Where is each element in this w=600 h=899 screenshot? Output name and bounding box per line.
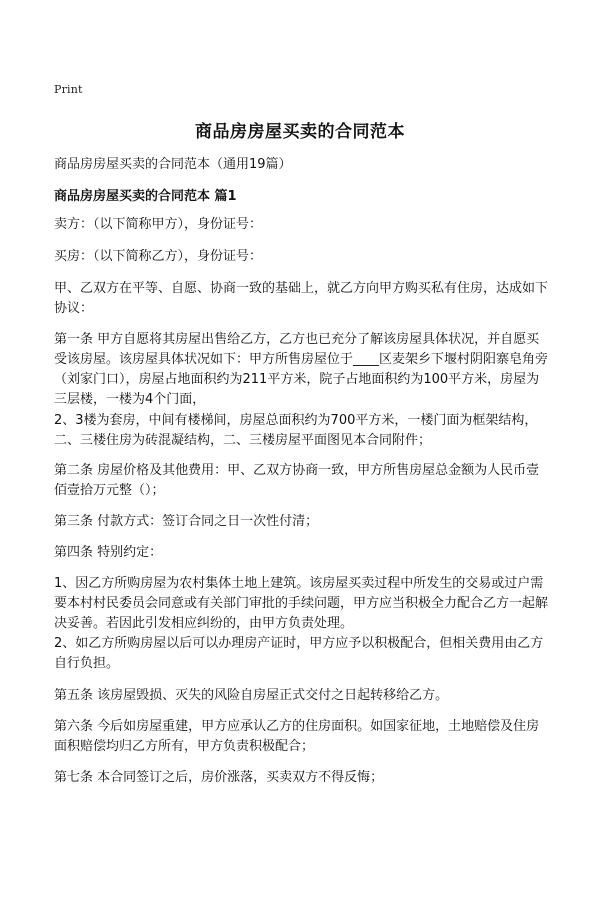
paragraph-seller: 卖方：（以下简称甲方），身份证号：	[54, 217, 263, 232]
paragraph-article-1: 第一条 甲方自愿将其房屋出售给乙方，乙方也已充分了解该房屋具体状况，并自愿买受该房屋。该房屋具体状况如下：甲方所售房屋位于____区麦架乡下堰村阴阳寨皂角旁（刘家门口），房屋占地面积约为211平方米，院子占地面积约为100平方米，房屋为三层楼，一楼为4个门面，	[54, 332, 549, 407]
paragraph-floors: 2、3楼为套房，中间有楼梯间，房屋总面积约为700平方米，一楼门面为框架结构，二、三楼住房为砖混凝结构，二、三楼房屋平面图见本合同附件；	[54, 413, 538, 448]
paragraph-buyer: 买房：（以下简称乙方），身份证号：	[54, 249, 263, 264]
paragraph-article-3: 第三条 付款方式：签订合同之日一次性付清；	[54, 514, 319, 529]
document-subtitle: 商品房房屋买卖的合同范本（通用19篇）	[54, 157, 292, 172]
section-heading: 商品房房屋买卖的合同范本 篇1	[54, 189, 237, 204]
paragraph-article-5: 第五条 该房屋毁损、灭失的风险自房屋正式交付之日起转移给乙方。	[54, 688, 449, 703]
paragraph-article-2: 第二条 房屋价格及其他费用：甲、乙双方协商一致，甲方所售房屋总金额为人民币壹佰壹拾万元整（）；	[54, 463, 540, 498]
print-label: Print	[54, 83, 83, 96]
paragraph-agreement-intro: 甲、乙双方在平等、自愿、协商一致的基础上，就乙方向甲方购买私有住房，达成如下协议：	[54, 281, 549, 316]
paragraph-article-4-item-1: 1、因乙方所购房屋为农村集体土地上建筑。该房屋买卖过程中所发生的交易或过户需要本村村民委员会同意或有关部门审批的手续问题，甲方应当积极全力配合乙方一起解决妥善。若因此引发相应纠纷的，由甲方负责处理。	[54, 576, 549, 631]
paragraph-article-7: 第七条 本合同签订之后，房价涨落，买卖双方不得反悔；	[54, 770, 384, 785]
paragraph-article-4: 第四条 特别约定：	[54, 545, 163, 560]
document-title: 商品房房屋买卖的合同范本	[195, 122, 405, 142]
paragraph-article-6: 第六条 今后如房屋重建，甲方应承认乙方的住房面积。如国家征地，土地赔偿及住房面积赔偿均归乙方所有，甲方负责积极配合；	[54, 719, 540, 754]
paragraph-article-4-item-2: 2、如乙方所购房屋以后可以办理房产证时，甲方应予以积极配合，但相关费用由乙方自行负担。	[54, 636, 544, 671]
